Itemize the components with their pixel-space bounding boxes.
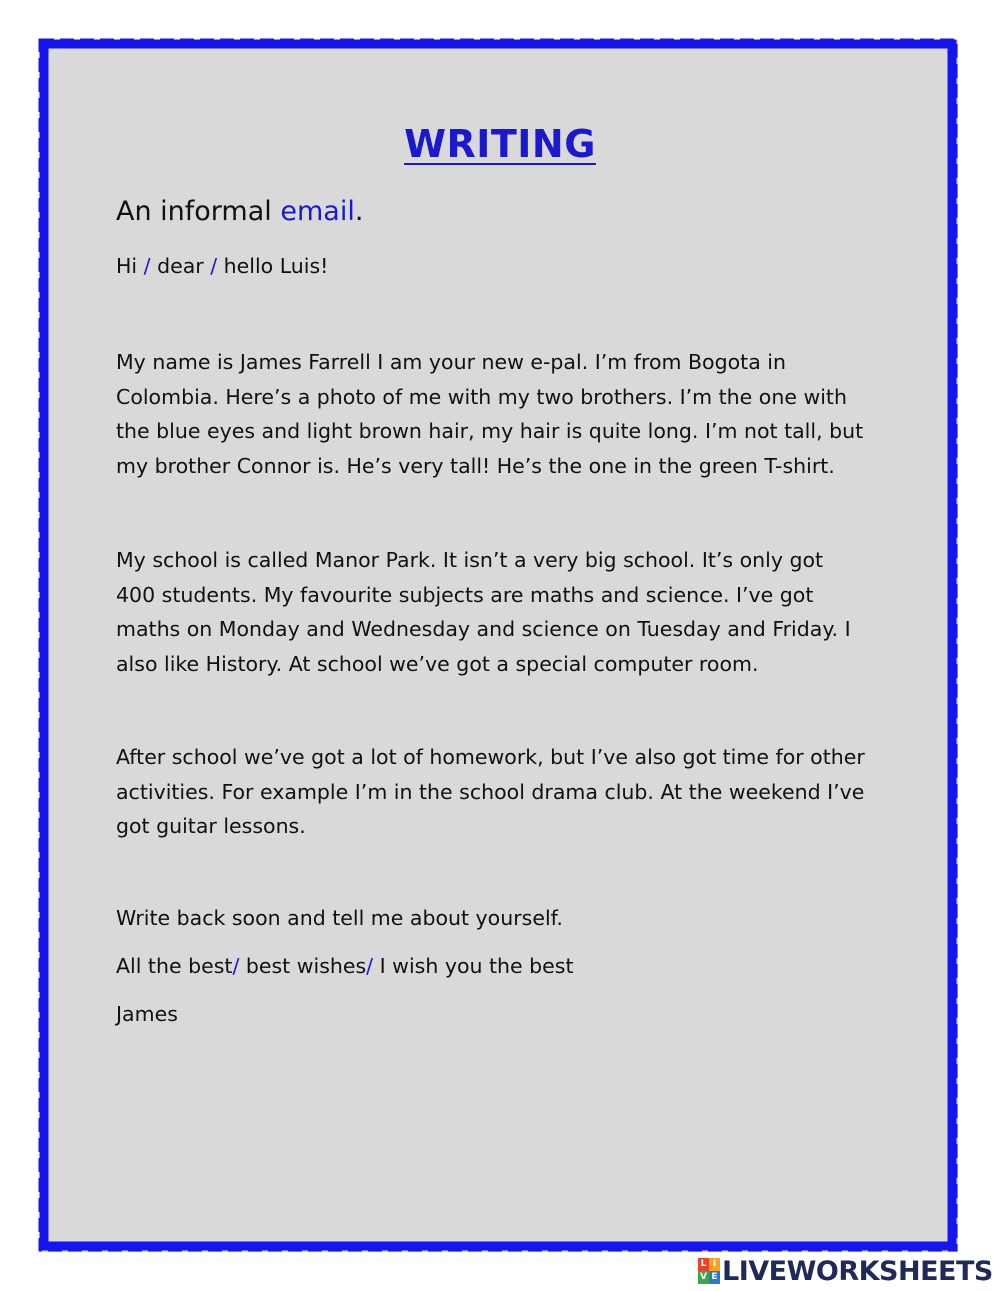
signature: James xyxy=(116,1002,178,1026)
signoff-line: All the best/ best wishes/ I wish you the best xyxy=(116,954,574,978)
email-subtitle: An informal email. xyxy=(116,196,364,227)
watermark-text: LIVEWORKSHEETS xyxy=(722,1255,993,1287)
paragraph-activities: After school we’ve got a lot of homework, but I’ve also got time for other activities. For example I’m in the school drama club. At the weekend I’ve got guitar lessons. xyxy=(116,745,865,838)
liveworksheets-watermark xyxy=(698,1256,993,1286)
page-title: WRITING xyxy=(404,122,596,166)
closing-line: Write back soon and tell me about yourself. xyxy=(116,906,563,930)
liveworksheets-logo-icon: L I V E xyxy=(698,1258,720,1284)
paragraph-intro: My name is James Farrell I am your new e-pal. I’m from Bogota in Colombia. Here’s a photo of me with my two brothers. I’m the one with the blue eyes and light brown hair, my hair is quite long. I’m not tall, but my brother Connor is. He’s very tall! He’s the one in the green T-shirt. xyxy=(116,350,864,478)
paragraph-school: My school is called Manor Park. It isn’t a very big school. It’s only got 400 students. My favourite subjects are maths and science. I’ve got maths on Monday and Wednesday and science on Tuesday and Friday. I also like History. At school we’ve got a special computer room. xyxy=(116,548,851,676)
greeting-line: Hi / dear / hello Luis! xyxy=(116,254,329,278)
